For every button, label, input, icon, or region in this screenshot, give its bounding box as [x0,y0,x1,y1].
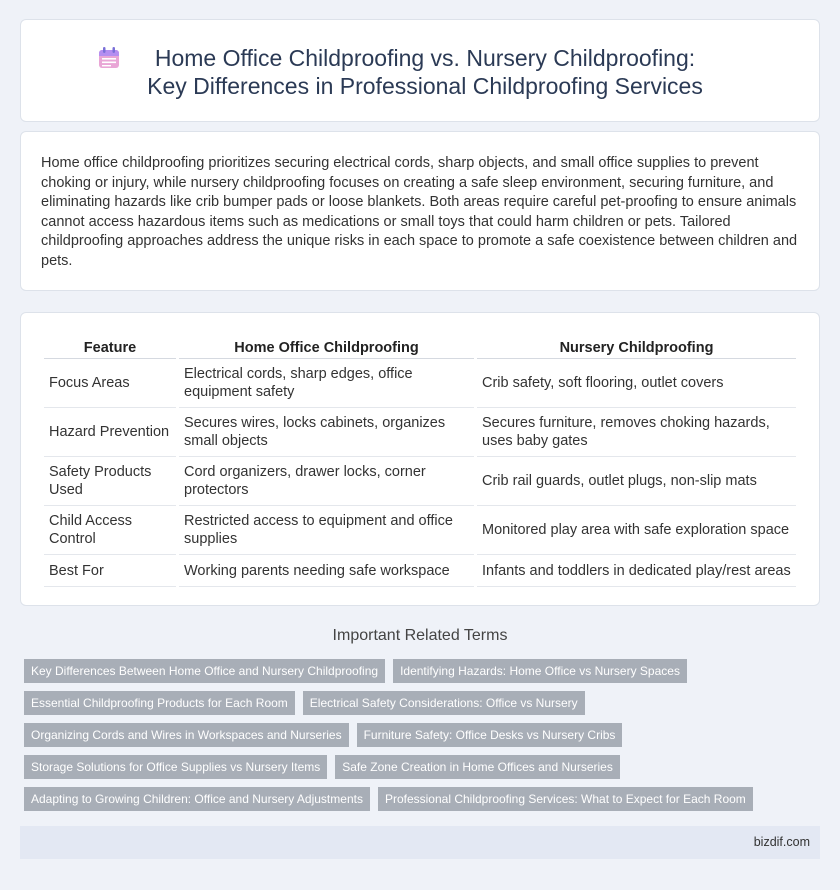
related-terms-list [24,659,814,819]
table-cell-feature: Child Access Control [44,506,176,555]
table-cell-home-office: Secures wires, locks cabinets, organizes small objects [179,408,474,457]
table-row [44,359,796,408]
related-term-tag[interactable]: Organizing Cords and Wires in Workspaces and Nurseries [24,723,349,747]
table-cell-nursery: Infants and toddlers in dedicated play/rest areas [477,555,796,587]
table-cell-feature: Safety Products Used [44,457,176,506]
table-row [44,457,796,506]
header-card [20,19,820,122]
related-term-tag[interactable]: Professional Childproofing Services: What to Expect for Each Room [378,787,753,811]
table-cell-feature: Hazard Prevention [44,408,176,457]
related-term-tag[interactable]: Adapting to Growing Children: Office and Nursery Adjustments [24,787,370,811]
intro-card [20,131,820,291]
intro-paragraph: Home office childproofing prioritizes securing electrical cords, sharp objects, and small office supplies to prevent choking or injury, while nursery childproofing focuses on creating a safe sleep environment, securing furniture, and eliminating hazards like crib bumper pads or loose blankets. Both areas require careful pet-proofing to ensure animals cannot access hazardous items such as medications or small toys that could harm children or pets. Tailored childproofing approaches address the unique risks in each space to promote a safe coexistence between children and pets. [41,155,798,269]
table-row [44,555,796,587]
footer [20,826,820,859]
table-cell-nursery: Monitored play area with safe exploration space [477,506,796,555]
related-term-tag[interactable]: Storage Solutions for Office Supplies vs Nursery Items [24,755,327,779]
table-cell-home-office: Restricted access to equipment and office supplies [179,506,474,555]
related-term-tag[interactable]: Essential Childproofing Products for Each Room [24,691,295,715]
comparison-table [41,333,799,587]
table-row [44,506,796,555]
table-cell-home-office: Working parents needing safe workspace [179,555,474,587]
related-term-tag[interactable]: Identifying Hazards: Home Office vs Nursery Spaces [393,659,687,683]
column-header-home-office: Home Office Childproofing [179,333,474,359]
comparison-table-card [20,312,820,606]
related-terms-heading: Important Related Terms [332,627,508,644]
page-title: Home Office Childproofing vs. Nursery Childproofing: Key Differences in Professional Childproofing Services [147,45,703,99]
table-cell-feature: Best For [44,555,176,587]
table-cell-home-office: Cord organizers, drawer locks, corner protectors [179,457,474,506]
table-cell-nursery: Crib safety, soft flooring, outlet covers [477,359,796,408]
table-cell-nursery: Crib rail guards, outlet plugs, non-slip mats [477,457,796,506]
table-cell-home-office: Electrical cords, sharp edges, office equipment safety [179,359,474,408]
table-header-row [44,333,796,359]
table-cell-feature: Focus Areas [44,359,176,408]
column-header-feature: Feature [44,333,176,359]
column-header-nursery: Nursery Childproofing [477,333,796,359]
table-cell-nursery: Secures furniture, removes choking hazards, uses baby gates [477,408,796,457]
related-term-tag[interactable]: Furniture Safety: Office Desks vs Nursery Cribs [357,723,623,747]
related-term-tag[interactable]: Electrical Safety Considerations: Office vs Nursery [303,691,585,715]
footer-site-link[interactable]: bizdif.com [753,835,810,849]
related-term-tag[interactable]: Key Differences Between Home Office and Nursery Childproofing [24,659,385,683]
table-row [44,408,796,457]
related-term-tag[interactable]: Safe Zone Creation in Home Offices and Nurseries [335,755,620,779]
